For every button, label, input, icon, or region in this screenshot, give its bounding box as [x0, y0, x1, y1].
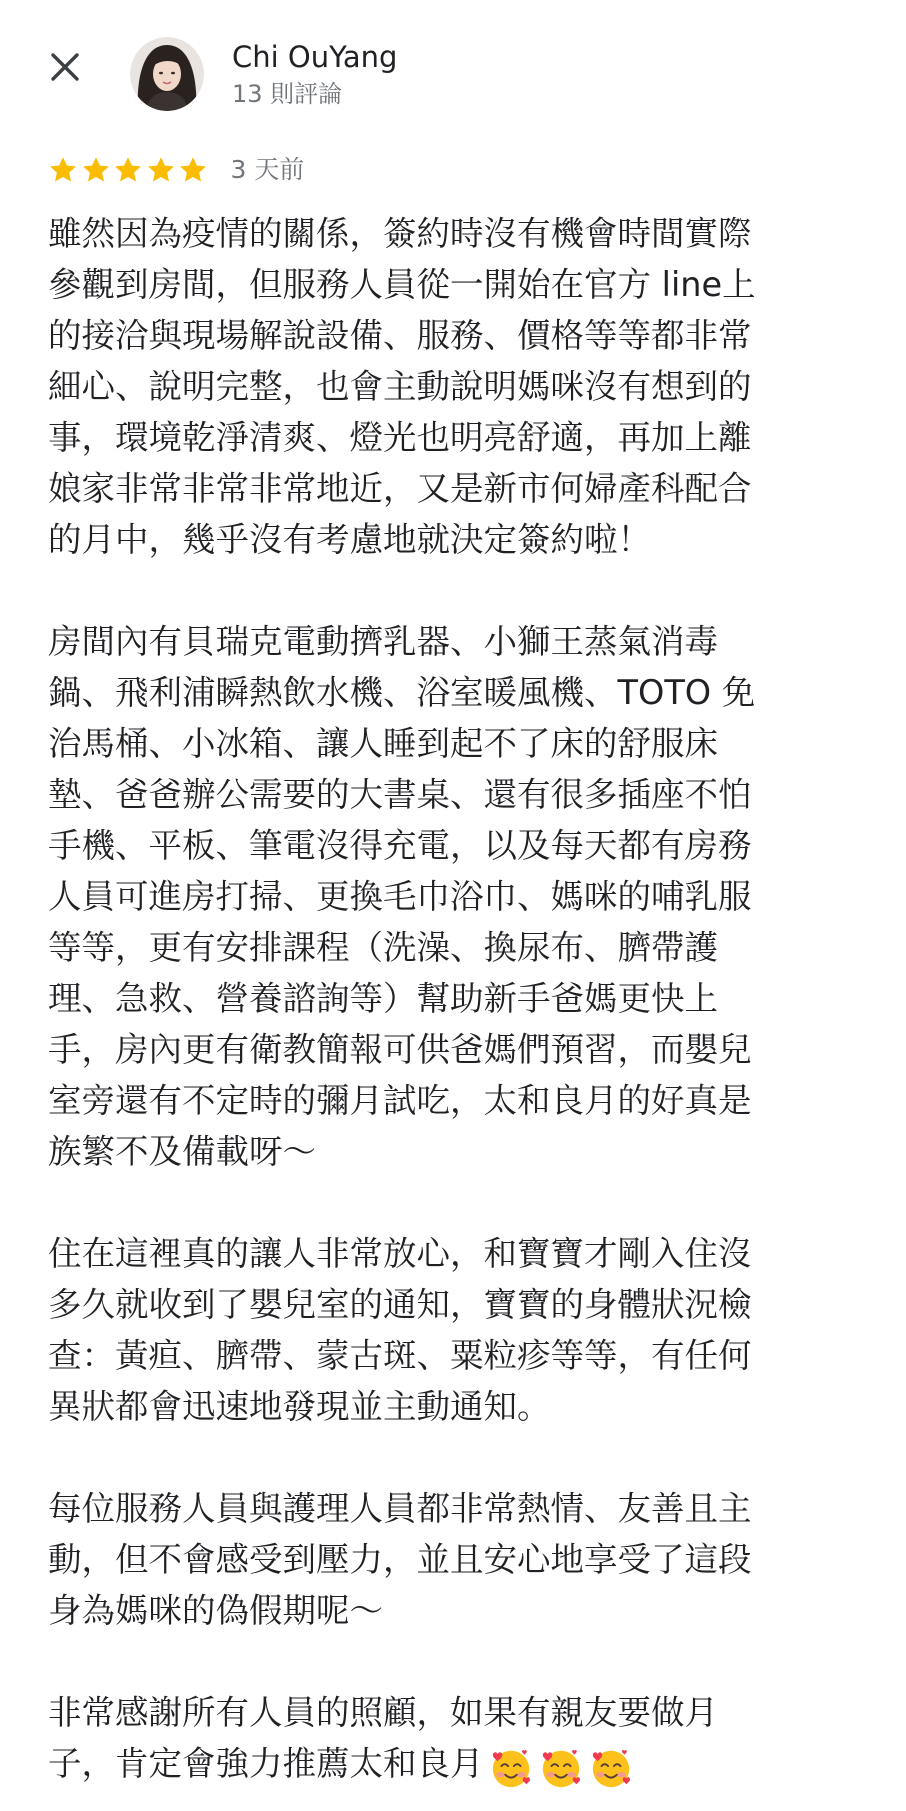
- review-date: 3 天前: [230, 155, 305, 184]
- review-line-text: 的接洽與現場解說設備、服務、價格等等都非常: [48, 316, 752, 355]
- review-line-text: 事，環境乾淨清爽、燈光也明亮舒適，再加上離: [48, 418, 752, 457]
- review-line: [48, 1075, 848, 1126]
- review-line-text: 雖然因為疫情的關係，簽約時沒有機會時間實際: [48, 214, 752, 253]
- review-line: [48, 259, 848, 310]
- review-line: [48, 514, 848, 565]
- review-line-text: 住在這裡真的讓人非常放心，和寶寶才剛入住沒: [48, 1234, 752, 1273]
- close-button[interactable]: [48, 50, 100, 102]
- rating-row: [48, 150, 304, 190]
- review-line: [48, 1381, 848, 1432]
- review-line-text: 手機、平板、筆電沒得充電，以及每天都有房務: [48, 826, 752, 865]
- review-line-text: 等等，更有安排課程（洗澡、換尿布、臍帶護: [48, 928, 718, 967]
- review-line: [48, 1126, 848, 1177]
- avatar[interactable]: [130, 37, 204, 111]
- review-line: [48, 310, 848, 361]
- review-line-text: 鍋、飛利浦瞬熱飲水機、浴室暖風機、TOTO 免: [48, 673, 756, 712]
- review-line-text: 室旁還有不定時的彌月試吃，太和良月的好真是: [48, 1081, 752, 1120]
- review-line: [48, 208, 848, 259]
- review-line-text: 理、急救、營養諮詢等）幫助新手爸媽更快上: [48, 979, 718, 1018]
- review-line-text: 動，但不會感受到壓力，並且安心地享受了這段: [48, 1540, 752, 1579]
- review-line: [48, 922, 848, 973]
- review-text: [48, 208, 848, 1789]
- review-line-text: 的月中，幾乎沒有考慮地就決定簽約啦！: [48, 520, 651, 559]
- review-line: [48, 412, 848, 463]
- star-icon: [81, 155, 111, 185]
- review-line-text: 人員可進房打掃、更換毛巾浴巾、媽咪的哺乳服: [48, 877, 752, 916]
- review-line-text: 子，肯定會強力推薦太和良月: [48, 1744, 484, 1783]
- review-count: 13 則評論: [232, 80, 343, 108]
- review-line: [48, 769, 848, 820]
- star-icon: [178, 155, 208, 185]
- star-icon: [146, 155, 176, 185]
- review-line-text: 多久就收到了嬰兒室的通知，寶寶的身體狀況檢: [48, 1285, 752, 1324]
- review-line: [48, 973, 848, 1024]
- review-line-text: 非常感謝所有人員的照顧，如果有親友要做月: [48, 1693, 718, 1732]
- review-line-text: 墊、爸爸辦公需要的大書桌、還有很多插座不怕: [48, 775, 752, 814]
- reviewer-name[interactable]: Chi OuYang: [232, 40, 398, 74]
- review-line-text: 房間內有貝瑞克電動擠乳器、小獅王蒸氣消毒: [48, 622, 718, 661]
- review-line: [48, 1330, 848, 1381]
- review-line-text: 查：黃疸、臍帶、蒙古斑、粟粒疹等等，有任何: [48, 1336, 752, 1375]
- review-line-text: 身為媽咪的偽假期呢～: [48, 1591, 383, 1630]
- review-line: [48, 718, 848, 769]
- close-icon: [48, 50, 100, 102]
- review-line: [48, 667, 848, 718]
- review-line: [48, 1534, 848, 1585]
- review-line: [48, 871, 848, 922]
- review-line: [48, 1738, 848, 1789]
- smiling-face-with-hearts-emoji: [588, 1745, 634, 1790]
- review-line: [48, 1279, 848, 1330]
- review-line-text: 異狀都會迅速地發現並主動通知。: [48, 1387, 551, 1426]
- paragraph-gap: [48, 1177, 848, 1228]
- review-line: [48, 1687, 848, 1738]
- review-line: [48, 361, 848, 412]
- review-line-text: 參觀到房間，但服務人員從一開始在官方 line上: [48, 265, 756, 304]
- star-rating: [48, 155, 211, 185]
- review-line-text: 治馬桶、小冰箱、讓人睡到起不了床的舒服床: [48, 724, 718, 763]
- review-line: [48, 1585, 848, 1636]
- review-header: [0, 0, 906, 140]
- smiling-face-with-hearts-emoji: [488, 1745, 534, 1790]
- review-line: [48, 1024, 848, 1075]
- review-line: [48, 463, 848, 514]
- review-line: [48, 820, 848, 871]
- emoji-group: [484, 1740, 634, 1789]
- review-line: [48, 1228, 848, 1279]
- review-line: [48, 1483, 848, 1534]
- star-icon: [113, 155, 143, 185]
- review-line-text: 族繁不及備載呀～: [48, 1132, 316, 1171]
- paragraph-gap: [48, 1636, 848, 1687]
- smiling-face-with-hearts-emoji: [538, 1745, 584, 1790]
- review-line: [48, 616, 848, 667]
- review-line-text: 每位服務人員與護理人員都非常熱情、友善且主: [48, 1489, 752, 1528]
- review-line-text: 手，房內更有衛教簡報可供爸媽們預習，而嬰兒: [48, 1030, 752, 1069]
- review-line-text: 細心、說明完整，也會主動說明媽咪沒有想到的: [48, 367, 752, 406]
- paragraph-gap: [48, 565, 848, 616]
- paragraph-gap: [48, 1432, 848, 1483]
- review-line-text: 娘家非常非常非常地近，又是新市何婦產科配合: [48, 469, 752, 508]
- star-icon: [48, 155, 78, 185]
